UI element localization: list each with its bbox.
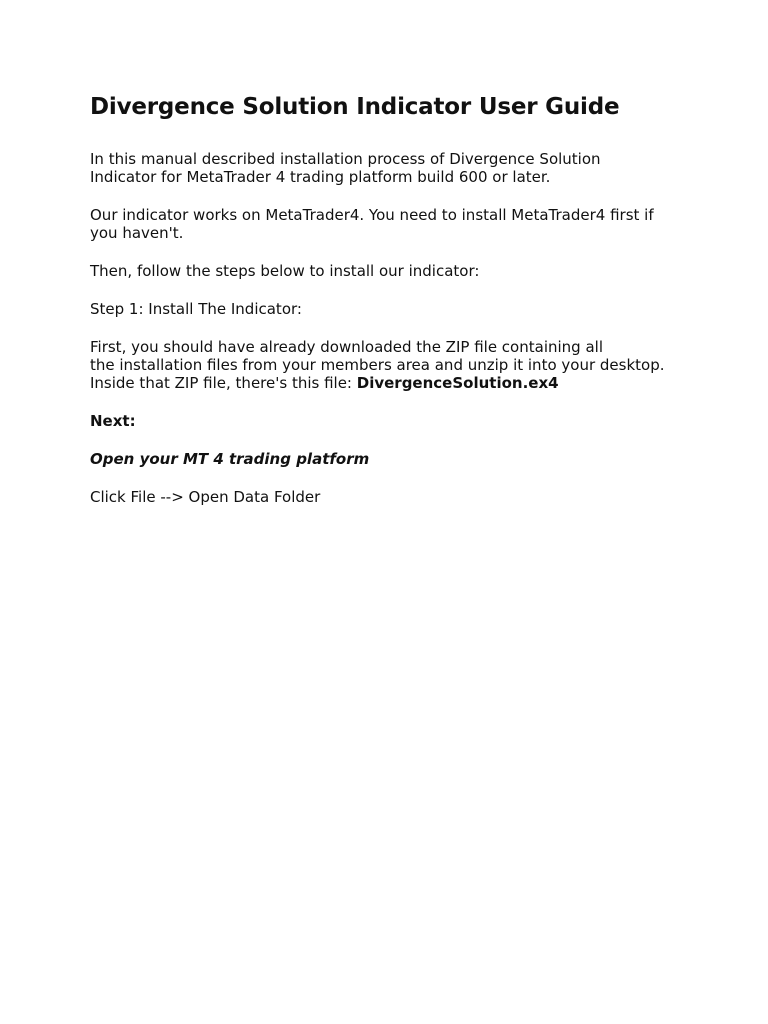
intro-paragraph: [90, 150, 690, 186]
download-paragraph: [90, 338, 690, 392]
intro-line-2: Indicator for MetaTrader 4 trading platform build 600 or later.: [90, 168, 551, 186]
document-page: [90, 92, 690, 526]
indicator-filename: DivergenceSolution.ex4: [356, 374, 559, 392]
requirement-paragraph: [90, 206, 690, 242]
intro-line-1: In this manual described installation process of Divergence Solution: [90, 150, 601, 168]
next-label: Next:: [90, 412, 136, 430]
open-platform-instruction: Open your MT 4 trading platform: [90, 450, 370, 468]
download-line-3-prefix: Inside that ZIP file, there's this file:: [90, 374, 357, 392]
requirement-line-2: you haven't.: [90, 224, 184, 242]
download-line-1: First, you should have already downloaded the ZIP file containing all: [90, 338, 603, 356]
download-line-3: [90, 374, 690, 392]
click-file-instruction: Click File --> Open Data Folder: [90, 488, 321, 506]
requirement-line-1: Our indicator works on MetaTrader4. You need to install MetaTrader4 first if: [90, 206, 654, 224]
step1-heading: Step 1: Install The Indicator:: [90, 300, 302, 318]
download-line-2: the installation files from your members area and unzip it into your desktop.: [90, 356, 665, 374]
follow-steps-paragraph: Then, follow the steps below to install our indicator:: [90, 262, 480, 280]
document-title: Divergence Solution Indicator User Guide: [90, 94, 620, 120]
